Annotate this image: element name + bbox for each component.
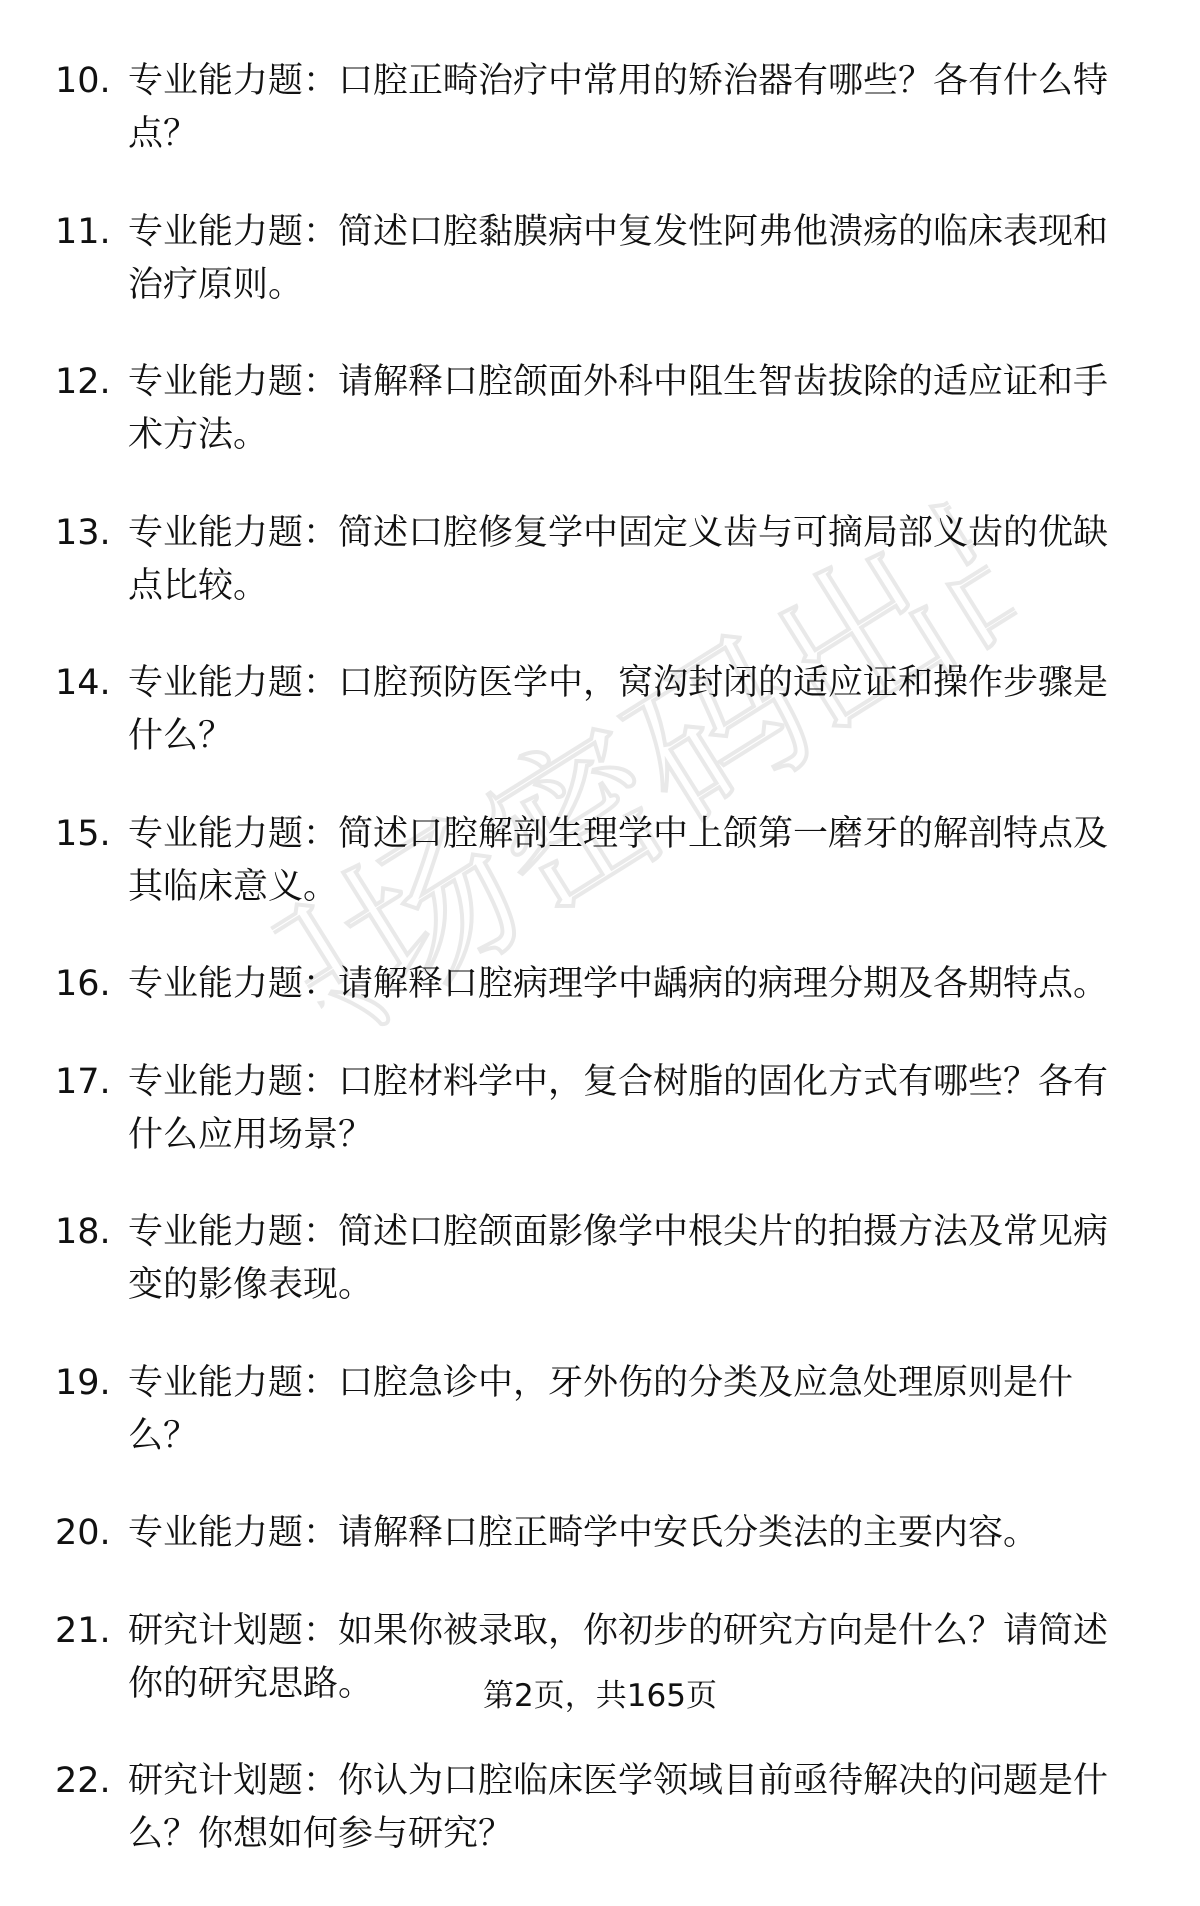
question-number: 14. (55, 663, 111, 703)
question-number: 16. (55, 964, 111, 1004)
question-text: 专业能力题：口腔预防医学中，窝沟封闭的适应证和操作步骤是什么？ (128, 663, 1109, 756)
question-number: 20. (55, 1513, 111, 1553)
question-text: 专业能力题：简述口腔修复学中固定义齿与可摘局部义齿的优缺点比较。 (128, 512, 1109, 606)
question-text: 专业能力题：请解释口腔正畸学中安氏分类法的主要内容。 (128, 1513, 1039, 1553)
question-text: 专业能力题：口腔材料学中，复合树脂的固化方式有哪些？各有什么应用场景？ (128, 1061, 1109, 1155)
question-number: 19. (55, 1362, 111, 1403)
question-item (0, 55, 1200, 161)
question-item (0, 657, 1200, 763)
question-number: 12. (55, 362, 111, 402)
question-number: 13. (55, 512, 111, 553)
question-text: 研究计划题：你认为口腔临床医学领域目前亟待解决的问题是什么？你想如何参与研究？ (128, 1761, 1109, 1854)
question-text: 专业能力题：口腔急诊中，牙外伤的分类及应急处理原则是什么？ (128, 1362, 1074, 1456)
question-number: 18. (55, 1212, 111, 1252)
question-number: 15. (55, 813, 111, 854)
question-item (0, 958, 1200, 1011)
question-item (0, 808, 1200, 914)
question-text: 专业能力题：口腔正畸治疗中常用的矫治器有哪些？各有什么特点？ (128, 61, 1109, 154)
question-list (0, 55, 1200, 1906)
question-number: 10. (55, 61, 111, 101)
page-number-footer: 第2页，共165页 (483, 1678, 717, 1714)
question-item (0, 1507, 1200, 1560)
question-item (0, 1755, 1200, 1861)
svg-text:职场密码出品: 职场密码出品 (225, 432, 1075, 1128)
question-item (0, 1056, 1200, 1162)
question-number: 11. (55, 211, 111, 252)
question-text: 专业能力题：简述口腔解剖生理学中上颌第一磨牙的解剖特点及其临床意义。 (128, 813, 1109, 907)
question-item (0, 1357, 1200, 1463)
question-text: 专业能力题：请解释口腔病理学中龋病的病理分期及各期特点。 (128, 964, 1109, 1004)
question-number: 17. (55, 1061, 111, 1102)
question-text: 专业能力题：简述口腔黏膜病中复发性阿弗他溃疡的临床表现和治疗原则。 (128, 211, 1109, 305)
question-number: 22. (55, 1761, 111, 1801)
question-text: 专业能力题：简述口腔颌面影像学中根尖片的拍摄方法及常见病变的影像表现。 (128, 1212, 1109, 1305)
question-number: 21. (55, 1610, 111, 1651)
question-text: 研究计划题：如果你被录取，你初步的研究方向是什么？请简述你的研究思路。 (128, 1610, 1109, 1704)
question-item (0, 1206, 1200, 1312)
question-item (0, 206, 1200, 312)
question-item (0, 356, 1200, 462)
question-text: 专业能力题：请解释口腔颌面外科中阻生智齿拔除的适应证和手术方法。 (128, 362, 1109, 455)
question-item (0, 507, 1200, 613)
